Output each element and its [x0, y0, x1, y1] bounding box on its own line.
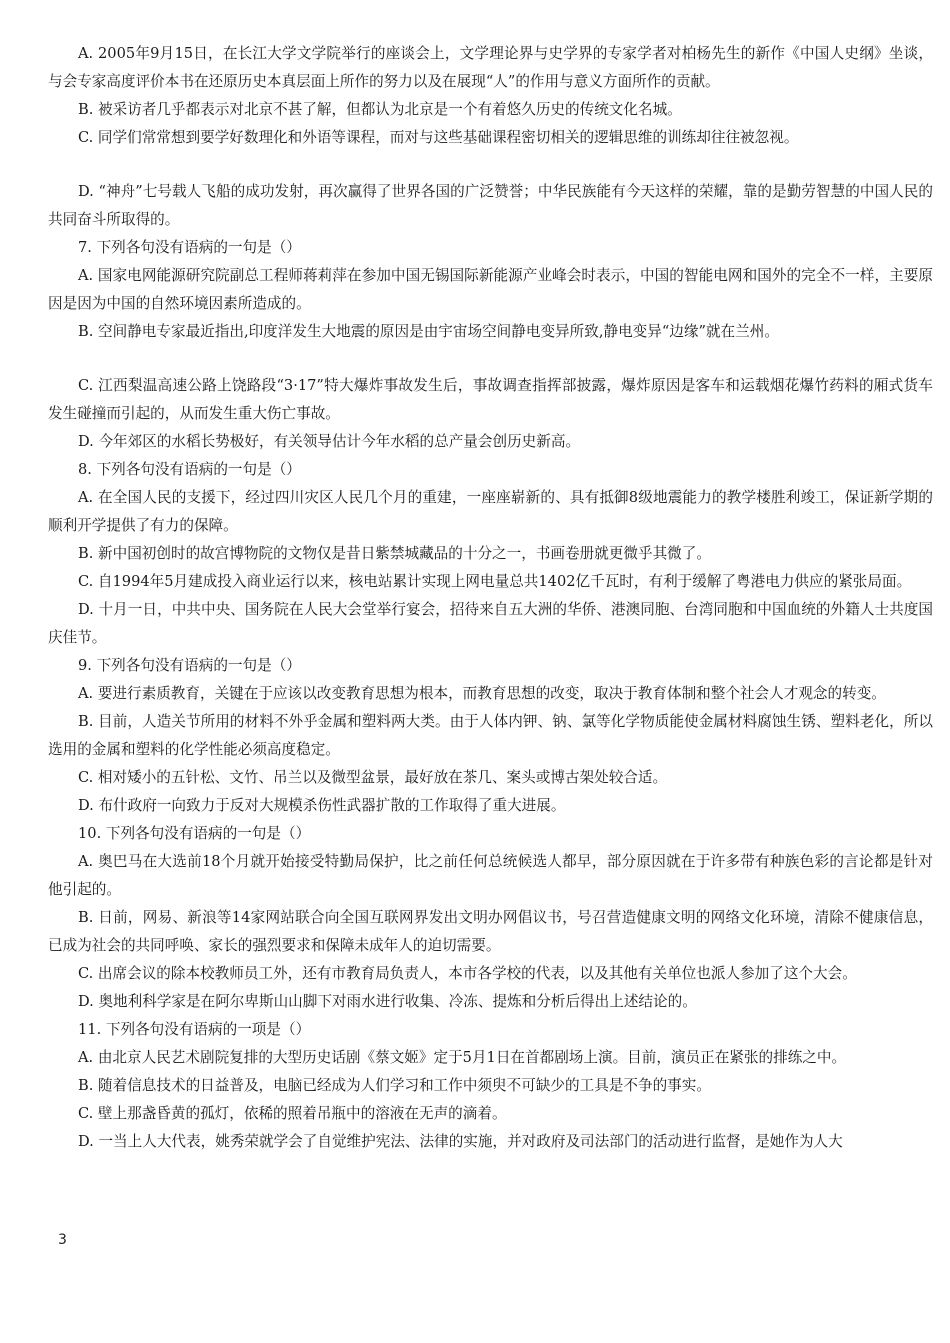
paragraph: C. 江西梨温高速公路上饶路段“3·17”特大爆炸事故发生后，事故调查指挥部披露，爆炸原因是客车和运载烟花爆竹药料的厢式货车发生碰撞而引起的，从而发生重大伤亡事故。	[48, 377, 933, 422]
paragraph: D. 布什政府一向致力于反对大规模杀伤性武器扩散的工作取得了重大进展。	[78, 797, 566, 814]
paragraph: C. 自1994年5月建成投入商业运行以来，核电站累计实现上网电量总共1402亿千瓦时，有利于缓解了粤港电力供应的紧张局面。	[78, 573, 912, 590]
paragraph: B. 新中国初创时的故宫博物院的文物仅是昔日紫禁城藏品的十分之一，书画卷册就更微乎其微了。	[78, 545, 711, 562]
paragraph: A. 要进行素质教育，关键在于应该以改变教育思想为根本，而教育思想的改变，取决于教育体制和整个社会人才观念的转变。	[78, 685, 886, 702]
paragraph: B. 空间静电专家最近指出,印度洋发生大地震的原因是由宇宙场空间静电变异所致,静电变异“边缘”就在兰州。	[78, 323, 779, 340]
question-stem: 9. 下列各句没有语病的一句是（）	[78, 657, 301, 674]
question-stem: 7. 下列各句没有语病的一句是（）	[78, 239, 301, 256]
paragraph: D. 一当上人大代表，姚秀荣就学会了自觉维护宪法、法律的实施，并对政府及司法部门的活动进行监督，是她作为人大	[78, 1133, 843, 1150]
question-stem: 10. 下列各句没有语病的一句是（）	[78, 825, 311, 842]
paragraph: C. 相对矮小的五针松、文竹、吊兰以及微型盆景，最好放在茶几、案头或博古架处较合适。	[78, 769, 668, 786]
paragraph-gap	[48, 152, 933, 178]
paragraph: A. 奥巴马在大选前18个月就开始接受特勤局保护，比之前任何总统候选人都早，部分原因就在于许多带有种族色彩的言论都是针对他引起的。	[48, 853, 933, 898]
paragraph: D. 十月一日，中共中央、国务院在人民大会堂举行宴会，招待来自五大洲的华侨、港澳同胞、台湾同胞和中国血统的外籍人士共度国庆佳节。	[48, 601, 933, 646]
paragraph-gap	[48, 346, 933, 372]
document-body	[48, 40, 933, 1156]
paragraph: D. 今年郊区的水稻长势极好，有关领导估计今年水稻的总产量会创历史新高。	[78, 433, 581, 450]
paragraph: C. 出席会议的除本校教师员工外，还有市教育局负责人，本市各学校的代表，以及其他有关单位也派人参加了这个大会。	[78, 965, 857, 982]
paragraph: B. 目前，人造关节所用的材料不外乎金属和塑料两大类。由于人体内钾、钠、氯等化学物质能使金属材料腐蚀生锈、塑料老化，所以选用的金属和塑料的化学性能必须高度稳定。	[48, 713, 933, 758]
page-number: 3	[58, 1232, 67, 1248]
paragraph: A. 国家电网能源研究院副总工程师蒋莉萍在参加中国无锡国际新能源产业峰会时表示，中国的智能电网和国外的完全不一样，主要原因是因为中国的自然环境因素所造成的。	[48, 267, 933, 312]
paragraph: B. 日前，网易、新浪等14家网站联合向全国互联网界发出文明办网倡议书，号召营造健康文明的网络文化环境，清除不健康信息，已成为社会的共同呼唤、家长的强烈要求和保障未成年人的迫切需要。	[48, 909, 933, 954]
paragraph: A. 由北京人民艺术剧院复排的大型历史话剧《蔡文姬》定于5月1日在首都剧场上演。目前，演员正在紧张的排练之中。	[78, 1049, 847, 1066]
paragraph: C. 壁上那盏昏黄的孤灯，依稀的照着吊瓶中的溶液在无声的滴着。	[78, 1105, 507, 1122]
question-stem: 8. 下列各句没有语病的一句是（）	[78, 461, 301, 478]
paragraph: A. 2005年9月15日，在长江大学文学院举行的座谈会上，文学理论界与史学界的专家学者对柏杨先生的新作《中国人史纲》坐谈，与会专家高度评价本书在还原历史本真层面上所作的努力以及在展现“人”的作用与意义方面所作的贡献。	[48, 45, 933, 90]
paragraph: C. 同学们常常想到要学好数理化和外语等课程，而对与这些基础课程密切相关的逻辑思维的训练却往往被忽视。	[78, 129, 799, 146]
paragraph: A. 在全国人民的支援下，经过四川灾区人民几个月的重建，一座座崭新的、具有抵御8级地震能力的教学楼胜利竣工，保证新学期的顺利开学提供了有力的保障。	[48, 489, 933, 534]
paragraph: B. 随着信息技术的日益普及，电脑已经成为人们学习和工作中须臾不可缺少的工具是不争的事实。	[78, 1077, 711, 1094]
question-stem: 11. 下列各句没有语病的一项是（）	[78, 1021, 311, 1038]
paragraph: D. 奥地利科学家是在阿尔卑斯山山脚下对雨水进行收集、冷冻、提炼和分析后得出上述结论的。	[78, 993, 697, 1010]
paragraph: D. “神舟”七号载人飞船的成功发射，再次赢得了世界各国的广泛赞誉；中华民族能有今天这样的荣耀，靠的是勤劳智慧的中国人民的共同奋斗所取得的。	[48, 183, 933, 228]
paragraph: B. 被采访者几乎都表示对北京不甚了解，但都认为北京是一个有着悠久历史的传统文化名城。	[78, 101, 682, 118]
